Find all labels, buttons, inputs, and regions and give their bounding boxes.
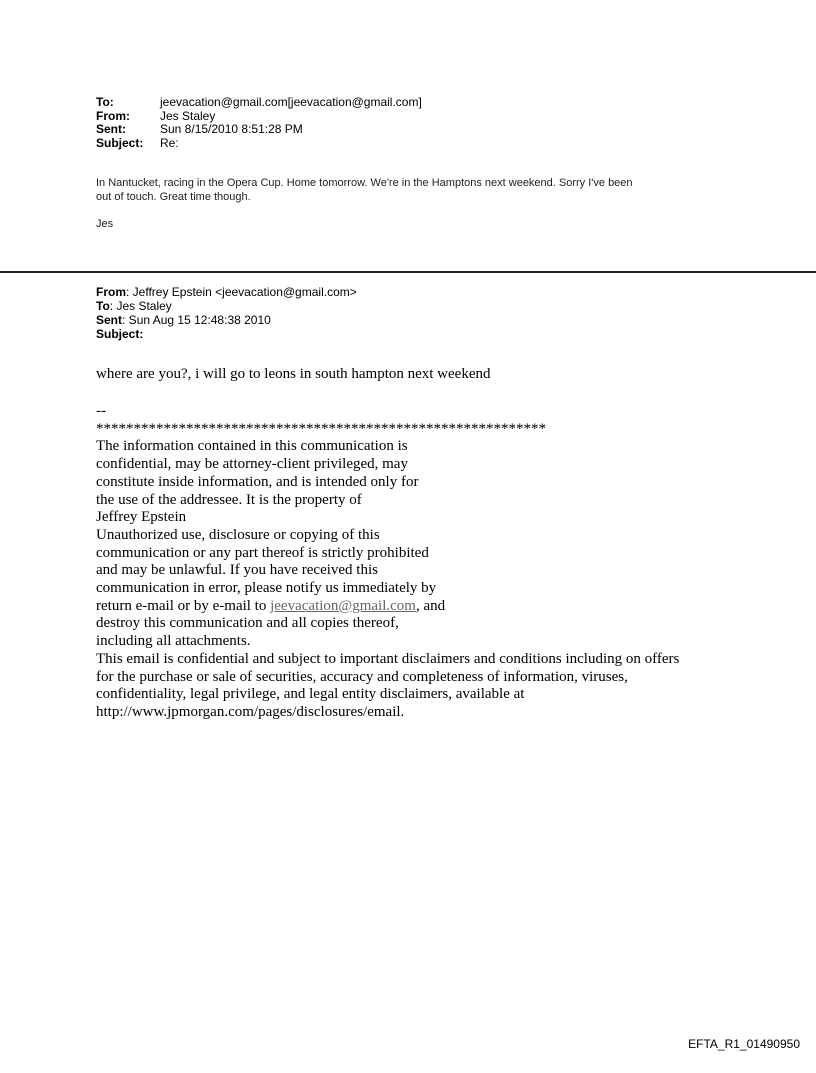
original-to-value: : Jes Staley [109,299,172,313]
reply-subject-row [96,137,422,151]
footer-line: communication in error, please notify us immediately by [96,580,437,597]
reply-sent-value: Sun 8/15/2010 8:51:28 PM [160,122,303,136]
original-header [96,285,357,341]
original-subject-row [96,327,357,341]
footer-line: and may be unlawful. If you have received this [96,562,378,579]
original-sent-value: : Sun Aug 15 12:48:38 2010 [122,313,271,327]
reply-signature: Jes [96,218,114,230]
footer-line: This email is confidential and subject to important disclaimers and conditions including on offers [96,650,680,667]
footer-line: including all attachments. [96,633,251,650]
footer-line: The information contained in this communication is [96,438,408,455]
original-sent-label: Sent [96,313,123,327]
footer-line: Jeffrey Epstein [96,509,187,526]
footer-return-line [96,598,736,616]
footer-return-prefix: return e-mail or by e-mail to [96,597,271,614]
original-from-label: From [96,285,126,299]
reply-from-value: Jes Staley [160,108,216,123]
reply-header [96,96,422,150]
footer-line: constitute inside information, and is intended only for [96,473,419,490]
original-sent-row [96,313,357,327]
footer-line: the use of the addressee. It is the property of [96,491,362,508]
footer-line: confidential, may be attorney-client privileged, may [96,456,408,473]
document-id: EFTA_R1_01490950 [688,1037,800,1051]
reply-to-value: jeevacation@gmail.com[jeevacation@gmail.com] [160,95,422,109]
reply-body [96,176,726,204]
reply-to-row [96,96,422,110]
disclaimer-footer [96,403,736,722]
original-from-row [96,285,357,299]
reply-from-row [96,110,422,124]
footer-line: confidentiality, legal privilege, and legal entity disclaimers, available at [96,686,525,703]
original-from-value: : Jeffrey Epstein <jeevacation@gmail.com> [126,285,357,299]
reply-body-line: out of touch. Great time though. [96,191,251,203]
original-subject-label: Subject [96,327,140,341]
message-divider [0,271,816,273]
email-link[interactable]: jeevacation@gmail.com [270,597,416,614]
footer-stars: ************************************************************ [96,420,546,437]
reply-subject-value: Re: [160,135,179,150]
reply-from-label: From: [96,108,130,123]
original-to-label: To [96,299,110,313]
reply-sent-row [96,123,422,137]
original-subject-value: : [139,327,144,341]
reply-sent-label: Sent: [96,122,126,136]
reply-body-line: In Nantucket, racing in the Opera Cup. Home tomorrow. We're in the Hamptons next weekend. Sorry I've been [96,177,633,189]
footer-line: destroy this communication and all copies thereof, [96,615,399,632]
reply-subject-label: Subject: [96,135,144,150]
footer-return-suffix: , and [415,597,446,614]
footer-dashes: -- [96,403,106,419]
original-to-row [96,299,357,313]
reply-to-label: To: [96,95,114,109]
footer-line: for the purchase or sale of securities, accuracy and completeness of information, viruses, [96,668,628,685]
footer-line: communication or any part thereof is strictly prohibited [96,544,429,561]
original-body: where are you?, i will go to leons in south hampton next weekend [96,366,491,382]
footer-line: Unauthorized use, disclosure or copying of this [96,526,380,543]
footer-line: http://www.jpmorgan.com/pages/disclosures/email. [96,703,405,720]
